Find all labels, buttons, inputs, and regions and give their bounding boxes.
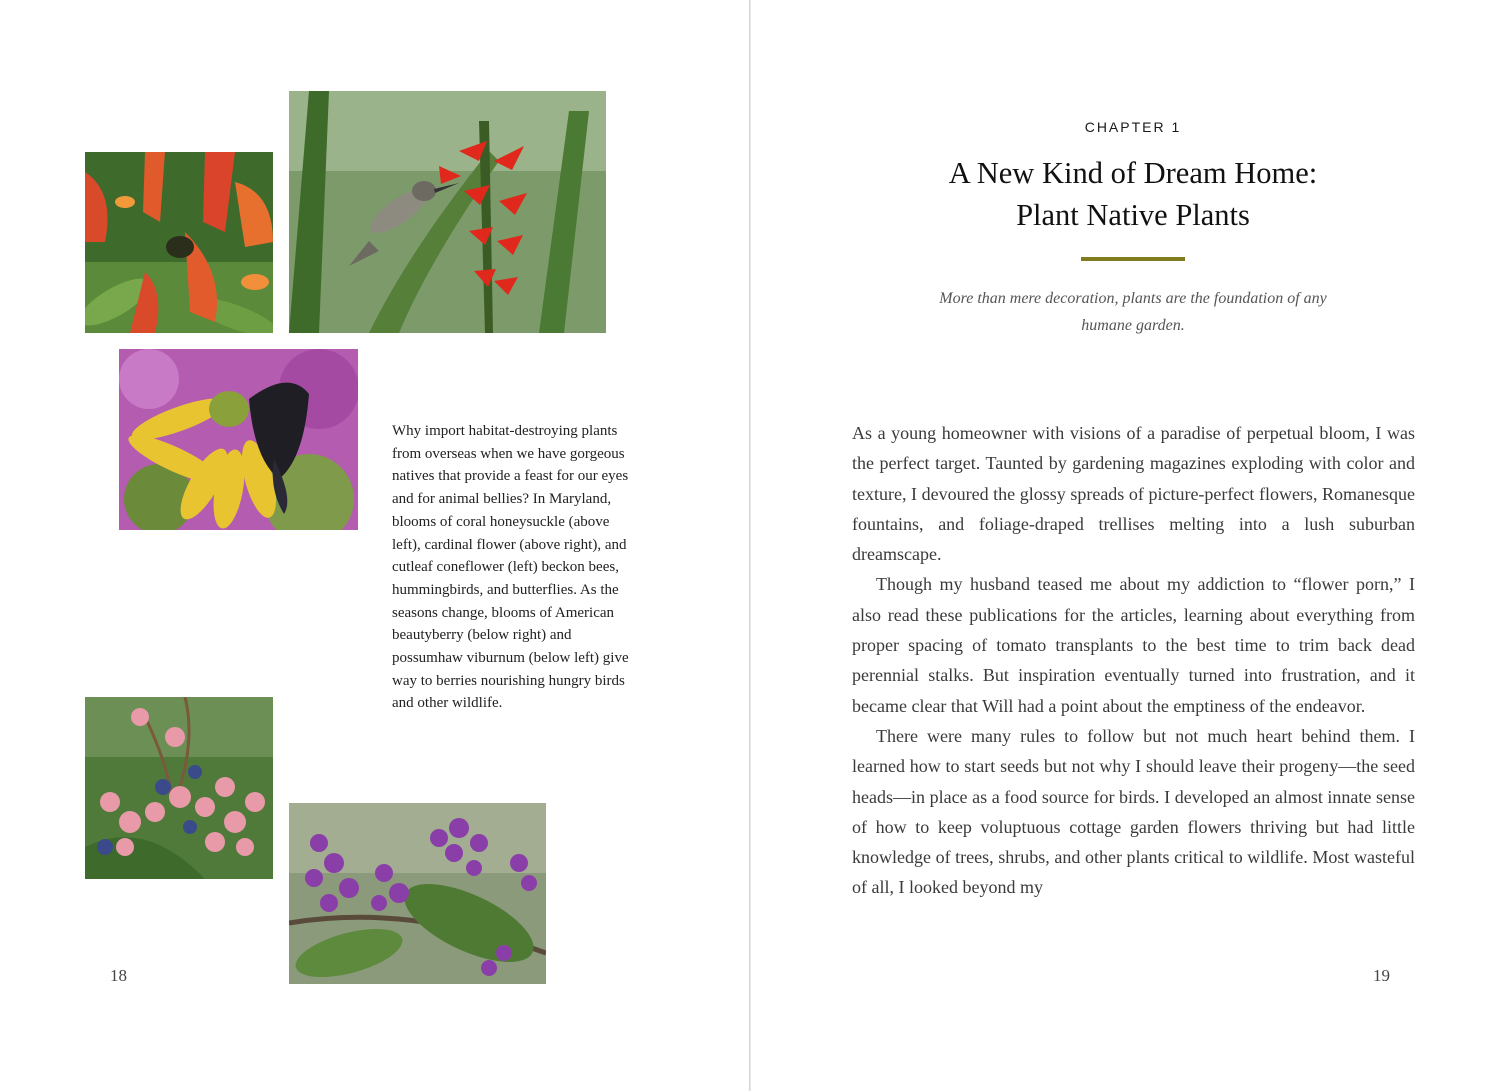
paragraph: Though my husband teased me about my addiction to “flower porn,” I also read these publications for the articles, learning about everything from proper spacing of tomato transplants to the best time to trim back dead perennial stalks. But inspiration eventually turned into frustration, and it became clear that Will had a point about the emptiness of the endeavor.: [852, 574, 1415, 716]
page-number-right: 19: [1373, 966, 1390, 985]
page-number-left: 18: [110, 966, 127, 985]
photo-possumhaw-viburnum: [85, 697, 273, 879]
body-text: [852, 418, 1415, 903]
caption-text: Why import habitat-destroying plants from overseas when we have gorgeous natives that provide a feast for our eyes and for animal bellies? In Maryland, blooms of coral honeysuckle (above left), cardinal flower (above right), and cutleaf coneflower (left) beckon bees, hummingbirds, and butterflies. As the seasons change, blooms of American beautyberry (below right) and possumhaw viburnum (below left) give way to berries nourishing hungry birds and other wildlife.: [392, 423, 629, 712]
photo-caption: [392, 420, 632, 715]
chapter-title-line-2: Plant Native Plants: [1016, 198, 1250, 232]
photo-coral-honeysuckle: [85, 152, 273, 333]
paragraph: As a young homeowner with visions of a paradise of perpetual bloom, I was the perfect target. Taunted by gardening magazines exploding with color and texture, I devoured the glossy spreads of picture-perfect flowers, Romanesque fountains, and foliage-draped trellises melting into a lush suburban dreamscape.: [852, 423, 1415, 565]
chapter-title-line-1: A New Kind of Dream Home:: [948, 156, 1318, 190]
photo-american-beautyberry: [289, 803, 546, 984]
left-page: [0, 0, 749, 1091]
paragraph: There were many rules to follow but not much heart behind them. I learned how to start seeds but not why I should leave their progeny—the seed heads—in place as a food source for birds. I developed an almost innate sense of how to keep voluptuous cottage garden flowers thriving but had little knowledge of trees, shrubs, and other plants critical to wildlife. Most wasteful of all, I looked beyond my: [852, 725, 1415, 898]
chapter-title: [751, 152, 1500, 236]
title-rule: [1081, 257, 1185, 261]
chapter-epigraph: More than mere decoration, plants are the foundation of any humane garden.: [939, 290, 1327, 334]
chapter-label: CHAPTER 1: [1084, 119, 1182, 135]
right-page: [751, 0, 1500, 1091]
photo-cutleaf-coneflower: [119, 349, 358, 530]
photo-cardinal-flower: [289, 91, 606, 333]
